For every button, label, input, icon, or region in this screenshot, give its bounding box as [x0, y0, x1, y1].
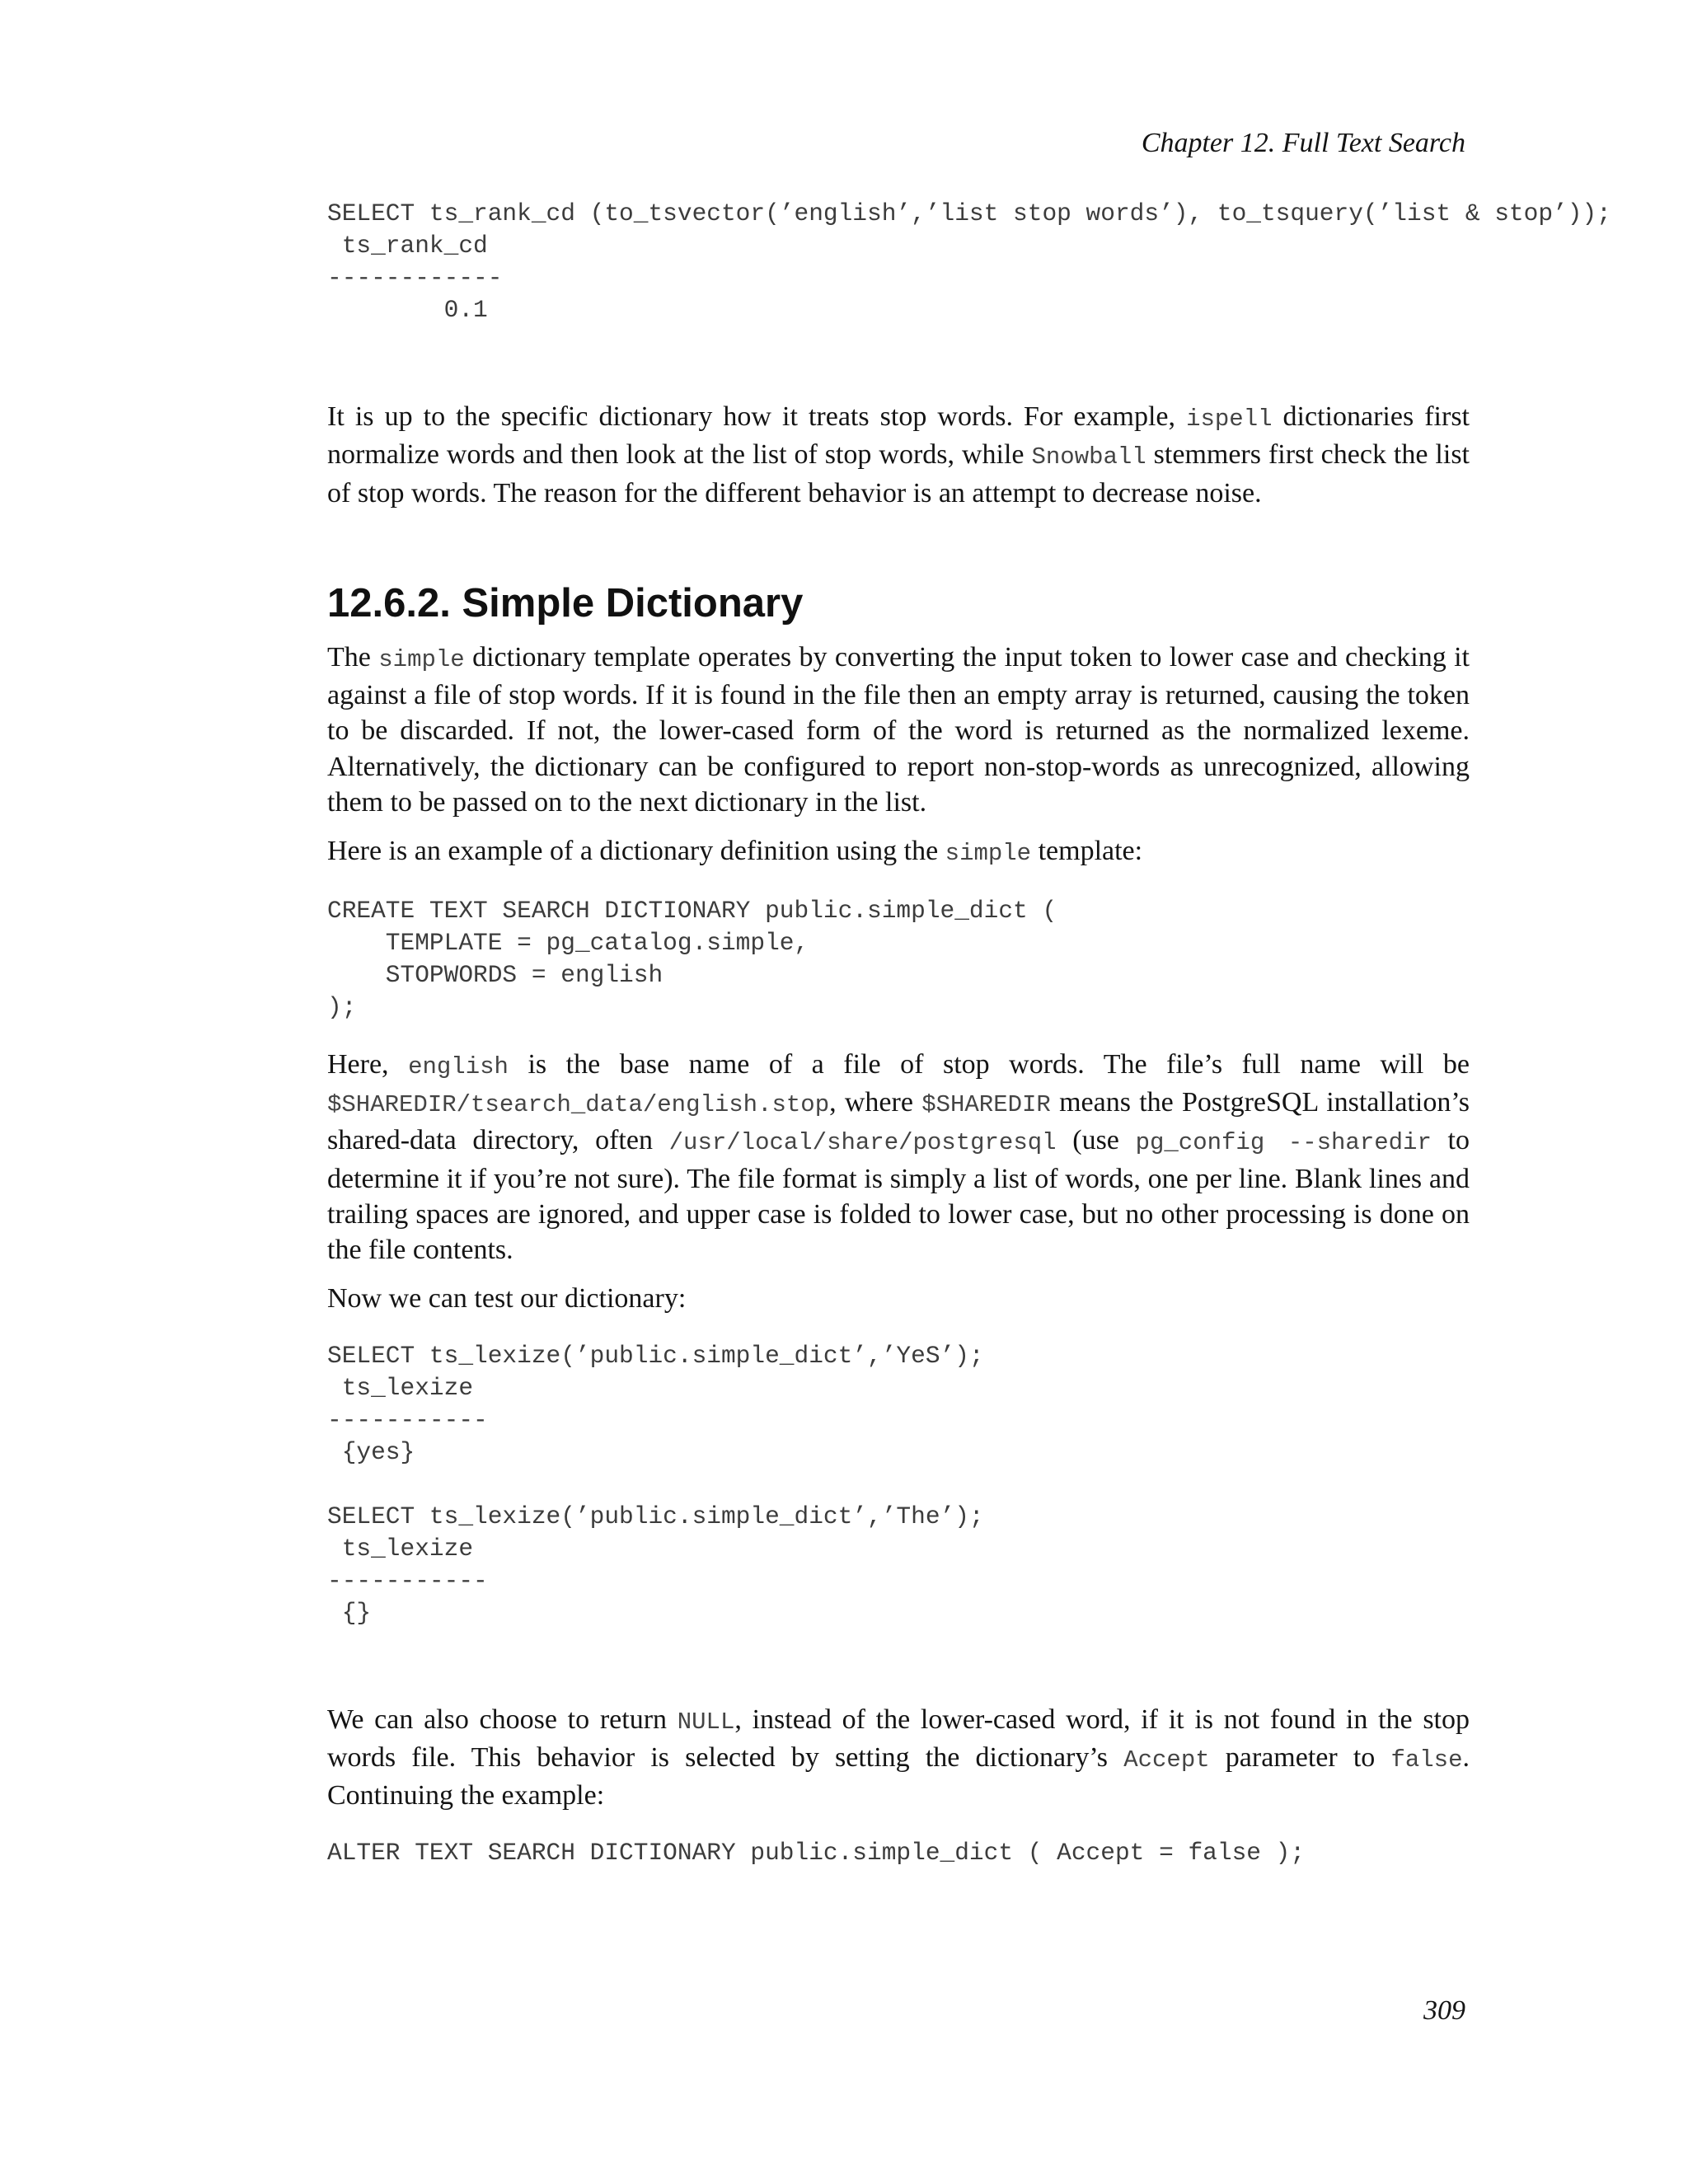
code-block-lexize: SELECT ts_lexize(’public.simple_dict’,’YeS’); ts_lexize ----------- {yes} SELECT ts_lexize(’public.simple_dict’,’The’); ts_lexize ----------- {}: [327, 1341, 984, 1627]
text-run: , where: [829, 1086, 922, 1118]
paragraph-stopwords-file: [327, 1047, 1470, 1268]
inline-code-simple: simple: [378, 645, 465, 673]
inline-code-stop-file-path: $SHAREDIR/tsearch_data/english.stop: [327, 1090, 830, 1118]
text-run: Here,: [327, 1048, 409, 1080]
text-run: template:: [1031, 836, 1143, 867]
text-run: dictionary template operates by converting the input token to lower case and checking it against a file of stop words. If it is found in the file then an empty array is returned, causing the token to be discarded. If not, the lower-cased form of the word is returned as the normalized lexeme. Alternatively, the dictionary can be configured to report non-stop-words as unrecognized, allowing them to be passed on to the next dictionary in the list.: [327, 641, 1470, 818]
code-block-create-dictionary: CREATE TEXT SEARCH DICTIONARY public.simple_dict ( TEMPLATE = pg_catalog.simple, STOPWORDS = english );: [327, 896, 1057, 1021]
text-run: It is up to the specific dictionary how it treats stop words. For example,: [327, 401, 1187, 432]
text-run: stemmers first check the list of stop words. The reason for the different behavior is an attempt to decrease noise.: [327, 439, 1470, 509]
inline-code-share-path: /usr/local/share/postgresql: [668, 1129, 1057, 1157]
inline-code-snowball: Snowball: [1031, 443, 1146, 471]
text-run: We can also choose to return: [327, 1704, 678, 1735]
inline-code-accept: Accept: [1123, 1746, 1210, 1774]
text-run: parameter to: [1209, 1742, 1391, 1774]
text-run: The: [327, 641, 379, 673]
code-block-alter-dictionary: ALTER TEXT SEARCH DICTIONARY public.simple_dict ( Accept = false );: [327, 1838, 1306, 1867]
paragraph-example-intro: [327, 833, 1470, 871]
text-run: Now we can test our dictionary:: [327, 1283, 687, 1315]
page-number: 309: [1423, 1995, 1465, 2026]
text-run: (use: [1056, 1125, 1136, 1156]
paragraph-simple-template: [327, 640, 1470, 820]
text-run: is the base name of a file of stop words. The file’s full name will be: [508, 1048, 1470, 1080]
inline-code-false: false: [1390, 1746, 1463, 1774]
text-run: dictionaries first normalize words and then look at the list of stop words, while: [327, 401, 1470, 471]
text-run: , instead of the lower-cased word, if it is not found in the stop words file. This behavior is selected by setting the dictionary’s: [327, 1704, 1470, 1774]
inline-code-simple: simple: [945, 840, 1032, 868]
running-header: Chapter 12. Full Text Search: [1141, 128, 1465, 158]
text-run: . Continuing the example:: [327, 1742, 1470, 1811]
page-content: [327, 198, 1611, 1869]
paragraph-test-intro: [327, 1281, 1470, 1316]
inline-code-ispell: ispell: [1186, 405, 1273, 433]
code-block-rank-cd: SELECT ts_rank_cd (to_tsvector(’english’,’list stop words’), to_tsquery(’list & stop’)); ts_rank_cd ------------ 0.1: [327, 199, 1611, 324]
inline-code-null: NULL: [677, 1708, 735, 1736]
paragraph-stop-words: [327, 399, 1470, 511]
text-run: to determine it if you’re not sure). The file format is simply a list of words, one per line. Blank lines and trailing spaces are ignored, and upper case is folded to lower case, but no other processing is done on the file contents.: [327, 1125, 1470, 1266]
section-title: 12.6.2. Simple Dictionary: [327, 580, 804, 626]
inline-code-sharedir: $SHAREDIR: [921, 1090, 1051, 1118]
inline-code-pg-config: pg_config --sharedir: [1135, 1129, 1432, 1157]
text-run: Here is an example of a dictionary definition using the: [327, 836, 945, 867]
paragraph-accept-param: [327, 1702, 1470, 1814]
text-run: means the PostgreSQL installation’s shared-data directory, often: [327, 1086, 1470, 1156]
inline-code-english: english: [408, 1052, 509, 1080]
